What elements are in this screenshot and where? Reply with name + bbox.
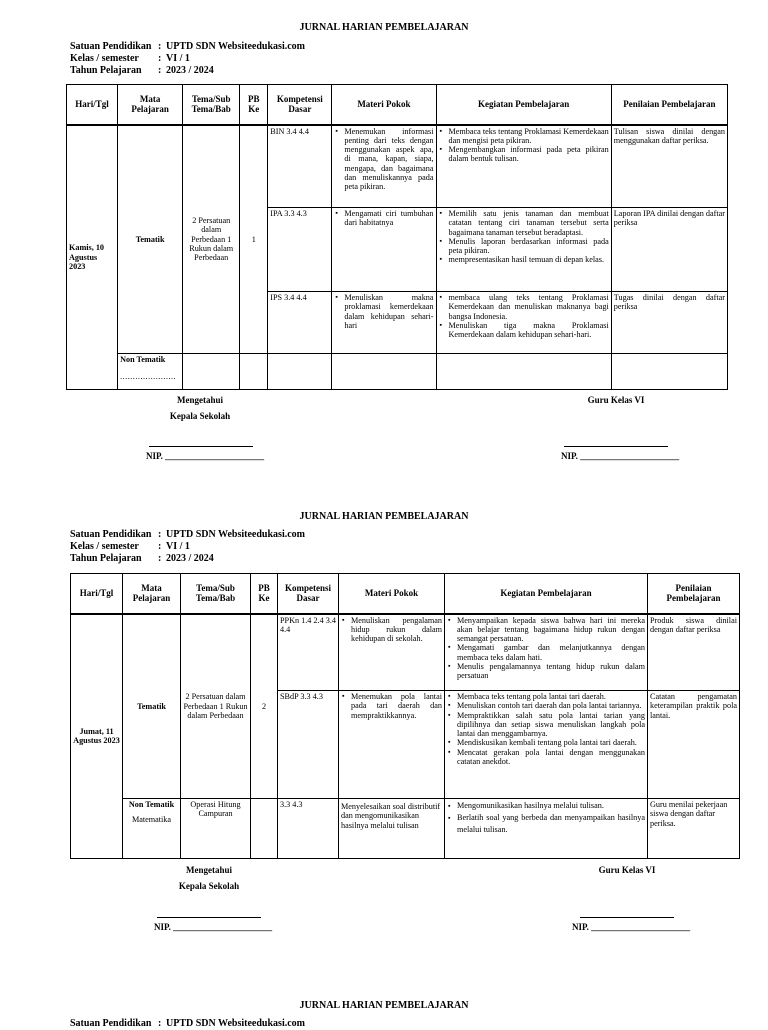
- kd-cell: IPS 3.4 4.4: [268, 292, 332, 354]
- kd-cell: BIN 3.4 4.4: [268, 125, 332, 208]
- tema-cell: Operasi Hitung Campuran: [181, 799, 251, 859]
- journal-3-title: JURNAL HARIAN PEMBELAJARAN: [299, 1000, 469, 1011]
- info-label: Tahun Pelajaran: [70, 553, 142, 564]
- day-cell: Jumat, 11 Agustus 2023: [71, 614, 123, 859]
- table-row: [67, 125, 728, 208]
- journal-2-info: Satuan Pendidikan : UPTD SDN Websiteedukasi.com Kelas / semester : VI / 1 Tahun Pelajaran : 2023 / 2024: [70, 529, 305, 564]
- journal-1-sign-right: [556, 392, 676, 408]
- tema-cell: 2 Persatuan dalam Perbedaan 1 Rukun dalam Perbedaan: [181, 614, 251, 799]
- header-mapel: Mata Pelajaran: [123, 574, 181, 614]
- journal-1-info: Satuan Pendidikan : UPTD SDN Websiteedukasi.com Kelas / semester : VI / 1 Tahun Pelajaran : 2023 / 2024: [70, 41, 305, 76]
- empty-cell: [268, 354, 332, 390]
- header-penilaian: Penilaian Pembelajaran: [611, 85, 727, 125]
- sign-left-line1: Mengetahui: [177, 395, 223, 405]
- kegiatan-cell: [445, 691, 648, 799]
- kd-cell: IPA 3.3 4.3: [268, 208, 332, 292]
- info-label: Satuan Pendidikan: [70, 41, 152, 52]
- header-materi: Materi Pokok: [339, 574, 445, 614]
- header-hari: Hari/Tgl: [67, 85, 118, 125]
- list-item: ▪ Menemukan informasi penting dari teks dengan menggunakan aspek apa, di mana, kapan, siapa, mengapa, dan bagaimana dan menuliskannya pada peta pikiran.: [334, 127, 433, 192]
- penilaian-cell: Guru menilai pekerjaan siswa dengan daftar periksa.: [648, 799, 740, 859]
- kd-cell: PPKn 1.4 2.4 3.4 4.4: [278, 614, 339, 691]
- list-item: ▪ Memilih satu jenis tanaman dan membuat catatan tentang ciri tanaman tersebut serta bagaimana tanaman tersebut beradaptasi.: [439, 209, 609, 237]
- penilaian-cell: Catatan pengamatan keterampilan praktik pola lantai.: [648, 691, 740, 799]
- mapel-cell: Tematik: [123, 614, 181, 799]
- empty-cell: [240, 354, 268, 390]
- pb-cell: 2: [251, 614, 278, 799]
- signature-line: [149, 446, 253, 447]
- list-item: ▪ Menuliskan tiga makna Proklamasi Kemerdekaan dalam kehidupan sehari-hari.: [439, 321, 609, 340]
- materi-cell: [339, 691, 445, 799]
- penilaian-cell: Tugas dinilai dengan daftar periksa: [611, 292, 727, 354]
- nontematik-dots: ......................: [120, 372, 177, 382]
- info-value: VI / 1: [166, 53, 190, 64]
- list-item: ▪ Menuliskan pengalaman hidup rukun dalam kehidupan di sekolah.: [341, 616, 442, 644]
- journal-2-table: [70, 573, 740, 859]
- list-item: ▪ Menemukan pola lantai pada tari daerah dan mempraktikkannya.: [341, 692, 442, 720]
- list-item: ▪ Menyampaikan kepada siswa bahwa hari ini mereka akan belajar tentang bagaimana hidup rukun dengan semangat persatuan.: [447, 616, 645, 644]
- info-value: 2023 / 2024: [166, 553, 214, 564]
- penilaian-cell: Laporan IPA dinilai dengan daftar periksa: [611, 208, 727, 292]
- table-row: [71, 614, 740, 691]
- list-item: ▪ Mencatat gerakan pola lantai dengan menggunakan catatan anekdot.: [447, 748, 645, 767]
- info-label: Kelas / semester: [70, 53, 139, 64]
- kegiatan-cell: [445, 799, 648, 859]
- header-kegiatan: Kegiatan Pembelajaran: [445, 574, 648, 614]
- list-item: ▪ Mengembangkan informasi pada peta pikiran dalam bentuk tulisan.: [439, 145, 609, 164]
- nontematik-cell: [123, 799, 181, 859]
- tema-cell: 2 Persatuan dalam Perbedaan 1 Rukun dalam Perbedaan: [183, 125, 240, 354]
- nip-left: NIP. ______________________: [146, 451, 265, 461]
- kegiatan-cell: [436, 208, 611, 292]
- list-item: ▪ Menuliskan makna proklamasi kemerdekaan dalam kehidupan sehari-hari: [334, 293, 433, 330]
- sign-right-line1: Guru Kelas VI: [598, 865, 656, 875]
- header-hari: Hari/Tgl: [71, 574, 123, 614]
- list-item: ▪ Menulis pengalamannya tentang hidup rukun dalam persatuan: [447, 662, 645, 681]
- info-label: Tahun Pelajaran: [70, 65, 142, 76]
- journal-2-sign-right: [567, 862, 687, 878]
- header-materi: Materi Pokok: [332, 85, 436, 125]
- signature-line: [157, 917, 261, 918]
- header-kd: Kompetensi Dasar: [278, 574, 339, 614]
- info-label: Satuan Pendidikan: [70, 529, 152, 540]
- list-item: ▪ Berlatih soal yang berbeda dan menyampaikan hasilnya melalui tulisan.: [447, 812, 645, 836]
- nontematik-label: Non Tematik: [128, 800, 175, 809]
- list-item: ▪ Membaca teks tentang pola lantai tari daerah.: [447, 692, 645, 701]
- pb-cell: [251, 799, 278, 859]
- list-item: ▪ Menulis laporan berdasarkan informasi pada peta pikiran.: [439, 237, 609, 256]
- kd-cell: SBdP 3.3 4.3: [278, 691, 339, 799]
- info-value: UPTD SDN Websiteedukasi.com: [166, 529, 305, 540]
- header-mapel: Mata Pelajaran: [118, 85, 183, 125]
- journal-2-sign-left: [149, 862, 269, 894]
- empty-cell: [183, 354, 240, 390]
- header-penilaian: Penilaian Pembelajaran: [648, 574, 740, 614]
- list-item: ▪ Mendiskusikan kembali tentang pola lantai tari daerah.: [447, 738, 645, 747]
- sign-right-line1: Guru Kelas VI: [587, 395, 645, 405]
- journal-1-title: JURNAL HARIAN PEMBELAJARAN: [299, 22, 469, 33]
- header-pb: PB Ke: [251, 574, 278, 614]
- journal-1-table: [66, 84, 728, 390]
- list-item: ▪ Mengomunikasikan hasilnya melalui tulisan.: [447, 800, 645, 812]
- empty-cell: [436, 354, 611, 390]
- sign-left-line2: Kepala Sekolah: [169, 411, 231, 421]
- mapel-cell: Tematik: [118, 125, 183, 354]
- list-item: ▪ Membaca teks tentang Proklamasi Kemerdekaan dan mengisi peta pikiran.: [439, 127, 609, 146]
- materi-cell: [332, 208, 436, 292]
- table-row: [67, 354, 728, 390]
- nontematik-sub: Matematika: [131, 815, 172, 825]
- info-label: Satuan Pendidikan: [70, 1018, 152, 1029]
- journal-3-info: Satuan Pendidikan : UPTD SDN Websiteedukasi.com: [70, 1018, 305, 1029]
- penilaian-cell: Produk siswa dinilai dengan daftar periksa: [648, 614, 740, 691]
- kegiatan-cell: [445, 614, 648, 691]
- header-pb: PB Ke: [240, 85, 268, 125]
- info-value: UPTD SDN Websiteedukasi.com: [166, 41, 305, 52]
- materi-cell: [332, 125, 436, 208]
- header-tema: Tema/Sub Tema/Bab: [183, 85, 240, 125]
- kd-cell: 3.3 4.3: [278, 799, 339, 859]
- list-item: ▪ Mengamati ciri tumbuhan dari habitatnya: [334, 209, 433, 228]
- header-kegiatan: Kegiatan Pembelajaran: [436, 85, 611, 125]
- signature-line: [580, 917, 674, 918]
- materi-cell: Menyelesaikan soal distributif dan mengomunikasikan hasilnya melalui tulisan: [339, 799, 445, 859]
- sign-left-line2: Kepala Sekolah: [178, 881, 240, 891]
- materi-cell: [332, 292, 436, 354]
- nontematik-label: Non Tematik: [120, 355, 166, 364]
- penilaian-cell: Tulisan siswa dinilai dengan menggunakan daftar periksa.: [611, 125, 727, 208]
- list-item: ▪ Menuliskan contoh tari daerah dan pola lantai tariannya.: [447, 701, 645, 710]
- materi-cell: [339, 614, 445, 691]
- info-value: UPTD SDN Websiteedukasi.com: [166, 1018, 305, 1029]
- day-cell: Kamis, 10 Agustus 2023: [67, 125, 118, 390]
- journal-1-sign-left: [140, 392, 260, 424]
- header-kd: Kompetensi Dasar: [268, 85, 332, 125]
- journal-2-title: JURNAL HARIAN PEMBELAJARAN: [299, 511, 469, 522]
- list-item: ▪ Mengamati gambar dan melanjutkannya dengan membaca teks dalam hati.: [447, 643, 645, 662]
- info-value: VI / 1: [166, 541, 190, 552]
- table-row: [71, 799, 740, 859]
- list-item: ▪ membaca ulang teks tentang Proklamasi Kemerdekaan dan menuliskan maknanya bagi bangsa Indonesia.: [439, 293, 609, 321]
- nip-left: NIP. ______________________: [154, 922, 273, 932]
- info-value: 2023 / 2024: [166, 65, 214, 76]
- header-tema: Tema/Sub Tema/Bab: [181, 574, 251, 614]
- kegiatan-cell: [436, 125, 611, 208]
- nip-right: NIP. ______________________: [572, 922, 691, 932]
- kegiatan-cell: [436, 292, 611, 354]
- empty-cell: [332, 354, 436, 390]
- info-label: Kelas / semester: [70, 541, 139, 552]
- list-item: ▪ Mempraktikkan salah satu pola lantai tarian yang dipilihnya dan setiap siswa menuliskan langkah pola lantai dan menggambarnya.: [447, 711, 645, 739]
- nip-right: NIP. ______________________: [561, 451, 680, 461]
- sign-left-line1: Mengetahui: [186, 865, 232, 875]
- empty-cell: [611, 354, 727, 390]
- list-item: ▪ mempresentasikan hasil temuan di depan kelas.: [439, 255, 609, 264]
- pb-cell: 1: [240, 125, 268, 354]
- nontematik-cell: [118, 354, 183, 390]
- signature-line: [564, 446, 668, 447]
